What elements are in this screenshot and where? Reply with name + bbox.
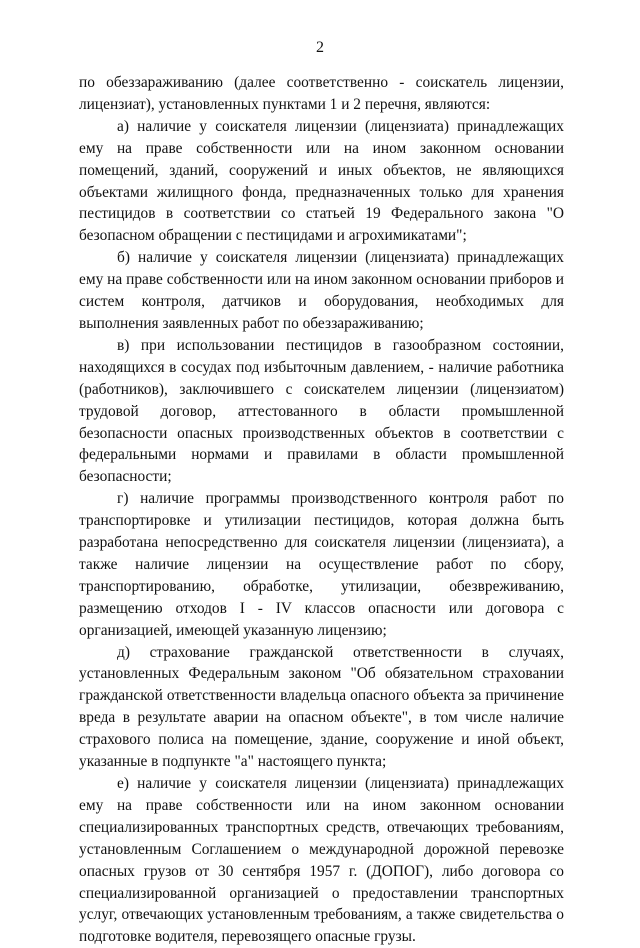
paragraph-item-g: г) наличие программы производственного контроля работ по транспортировке и утилизации пестицидов, которая должна быть разработана непосредственно для соискателя лицензии (лицензиата), а также наличие лицензии на осуществление работ по сбору, транспортированию, обработке, утилизации, обезвреживанию, размещению отходов I - IV классов опасности или договора с организацией, имеющей указанную лицензию;	[79, 490, 564, 639]
page-number: 2	[316, 39, 324, 56]
paragraph-item-d: д) страхование гражданской ответственности в случаях, установленных Федеральным законом "Об обязательном страховании гражданской ответственности владельца опасного объекта за причинение вреда в результате аварии на опасном объекте", в том числе наличие страхового полиса на помещение, здание, сооружение и иной объект, указанные в подпункте "а" настоящего пункта;	[79, 643, 564, 771]
paragraph-item-a: а) наличие у соискателя лицензии (лицензиата) принадлежащих ему на праве собственности или на ином законном основании помещений, зданий, сооружений и иных объектов, не являющихся объектами жилищного фонда, предназначенных только для хранения пестицидов в соответствии со статьей 19 Федерального закона "О безопасном обращении с пестицидами и агрохимикатами";	[79, 117, 564, 245]
paragraph-item-e: е) наличие у соискателя лицензии (лицензиата) принадлежащих ему на праве собственности или на ином законном основании специализированных транспортных средств, отвечающих требованиям, установленным Соглашением о международной дорожной перевозке опасных грузов от 30 сентября 1957 г. (ДОПОГ), либо договора со специализированной организацией о предоставлении транспортных услуг, отвечающих установленным требованиям, а также свидетельства о подготовке водителя, перевозящего опасные грузы.	[79, 775, 564, 946]
document-body	[79, 72, 564, 948]
paragraph-item-v: в) при использовании пестицидов в газообразном состоянии, находящихся в сосудах под избыточным давлением, - наличие работника (работников), заключившего с соискателем лицензии (лицензиатом) трудовой договор, аттестованного в области промышленной безопасности опасных производственных объектов в соответствии с федеральными нормами и правилами в области промышленной безопасности;	[79, 336, 564, 486]
paragraph-item-b: б) наличие у соискателя лицензии (лицензиата) принадлежащих ему на праве собственности или на ином законном основании приборов и систем контроля, датчиков и оборудования, необходимых для выполнения заявленных работ по обеззараживанию;	[79, 249, 564, 332]
paragraph-intro-continuation: по обеззараживанию (далее соответственно - соискатель лицензии, лицензиат), установленных пунктами 1 и 2 перечня, являются:	[79, 74, 564, 113]
